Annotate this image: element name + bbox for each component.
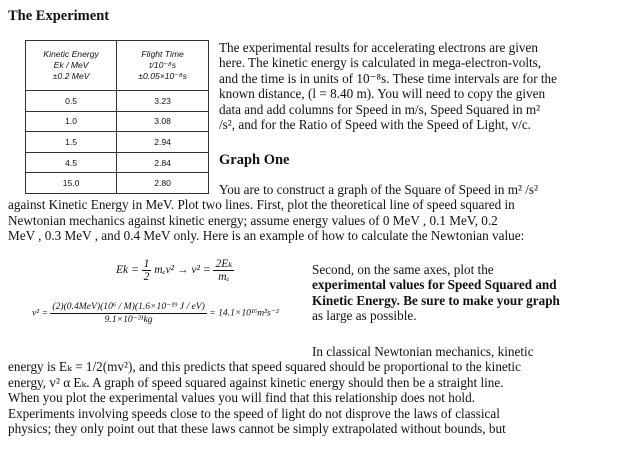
header-energy-unit: Ek / MeV <box>53 60 89 70</box>
table-header-energy <box>26 41 117 91</box>
header-energy-error: ±0.2 MeV <box>52 71 90 81</box>
graph-line: You are to construct a graph of the Square of Speed in m² /s² <box>219 182 538 197</box>
second-line: experimental values for Speed Squared and <box>312 277 557 293</box>
intro-line: /s², and for the Ratio of Speed with the Speed of Light, v/c. <box>219 117 531 133</box>
table-header-row <box>26 41 209 91</box>
formula2-lhs: v² = <box>32 307 49 319</box>
header-time-error: ±0.05×10⁻⁸s <box>138 71 187 81</box>
intro-line: The experimental results for accelerating electrons are given <box>219 40 538 55</box>
formula-speed-squared <box>32 301 279 326</box>
classical-line: When you plot the experimental values you will find that this relationship does not hold. <box>8 390 475 406</box>
graph-line: against Kinetic Energy in MeV. Plot two lines. First, plot the theoretical line of speed squared in <box>8 197 515 213</box>
intro-line: data and add columns for Speed in m/s, Speed Squared in m² <box>219 101 541 117</box>
formula1-half <box>142 258 152 283</box>
time-cell: 3.08 <box>117 111 209 132</box>
formula1-fraction <box>213 258 234 283</box>
page-title: The Experiment <box>8 8 110 24</box>
arrow-icon: → <box>177 264 189 277</box>
data-table <box>25 40 209 194</box>
classical-paragraph <box>8 344 620 436</box>
formula2-den: 9.1×10⁻³¹kg <box>104 314 153 325</box>
table-row <box>26 132 209 153</box>
time-cell: 3.23 <box>117 91 209 112</box>
header-time-unit: t/10⁻⁸s <box>149 60 177 70</box>
energy-cell: 15.0 <box>26 173 117 194</box>
formula1-lhs: Ek = <box>116 264 139 277</box>
energy-cell: 1.0 <box>26 111 117 132</box>
formula1-den: mₑ <box>218 271 230 283</box>
energy-cell: 0.5 <box>26 91 117 112</box>
classical-line: Experiments involving speeds close to the speed of light do not disprove the laws of classical <box>8 405 500 421</box>
graph-line: MeV , 0.3 MeV , and 0.4 MeV only. Here is an example of how to calculate the Newtonian value: <box>8 228 525 244</box>
intro-paragraph <box>219 40 619 132</box>
intro-line: here. The kinetic energy is calculated in mega-electron-volts, <box>219 55 542 71</box>
intro-line: and the time is in units of 10⁻⁸s. These time intervals are for the <box>219 70 557 86</box>
formula1-half-num: 1 <box>143 258 150 270</box>
classical-line: In classical Newtonian mechanics, kinetic <box>312 344 534 359</box>
time-cell: 2.80 <box>117 173 209 194</box>
second-line: Second, on the same axes, plot the <box>312 262 494 277</box>
table-header-time <box>117 41 209 91</box>
second-line: Kinetic Energy. Be sure to make your graph <box>312 292 560 308</box>
table-row <box>26 111 209 132</box>
classical-line: physics; they only point out that these laws cannot be simply extrapolated without bounds, but <box>8 421 506 437</box>
classical-line: energy is Eₖ = 1/2(mv²), and this predicts that speed squared should be proportional to the kinetic <box>8 359 521 375</box>
formula2-result: = 14.1×10¹⁶m²s⁻² <box>209 307 279 319</box>
formula1-half-den: 2 <box>143 271 150 283</box>
second-paragraph <box>312 262 620 324</box>
graph-paragraph <box>8 182 620 244</box>
energy-cell: 4.5 <box>26 152 117 173</box>
classical-line: energy, v² α Eₖ. A graph of speed squared against kinetic energy should then be a straight line. <box>8 374 504 390</box>
header-energy-name: Kinetic Energy <box>43 49 99 59</box>
formula1-v2: v² = <box>191 264 211 277</box>
graph-one-heading: Graph One <box>219 152 290 168</box>
time-cell: 2.94 <box>117 132 209 153</box>
formula2-fraction <box>50 301 206 326</box>
formula-kinetic-energy <box>116 258 234 283</box>
table-row <box>26 152 209 173</box>
header-time-name: Flight Time <box>141 49 184 59</box>
time-cell: 2.84 <box>117 152 209 173</box>
formula1-rhs: mₑv² <box>154 264 175 277</box>
intro-line: known distance, (l = 8.40 m). You will need to copy the given <box>219 86 546 102</box>
formula2-num: (2)(0.4MeV)(10⁶ / M)(1.6×10⁻¹⁹ J / eV) <box>52 301 205 312</box>
second-line: as large as possible. <box>312 308 417 324</box>
energy-cell: 1.5 <box>26 132 117 153</box>
graph-line: Newtonian mechanics against kinetic energy; assume energy values of 0 MeV , 0.1 MeV, 0.2 <box>8 212 498 228</box>
table-row <box>26 91 209 112</box>
formula1-num: 2Eₖ <box>215 258 233 270</box>
